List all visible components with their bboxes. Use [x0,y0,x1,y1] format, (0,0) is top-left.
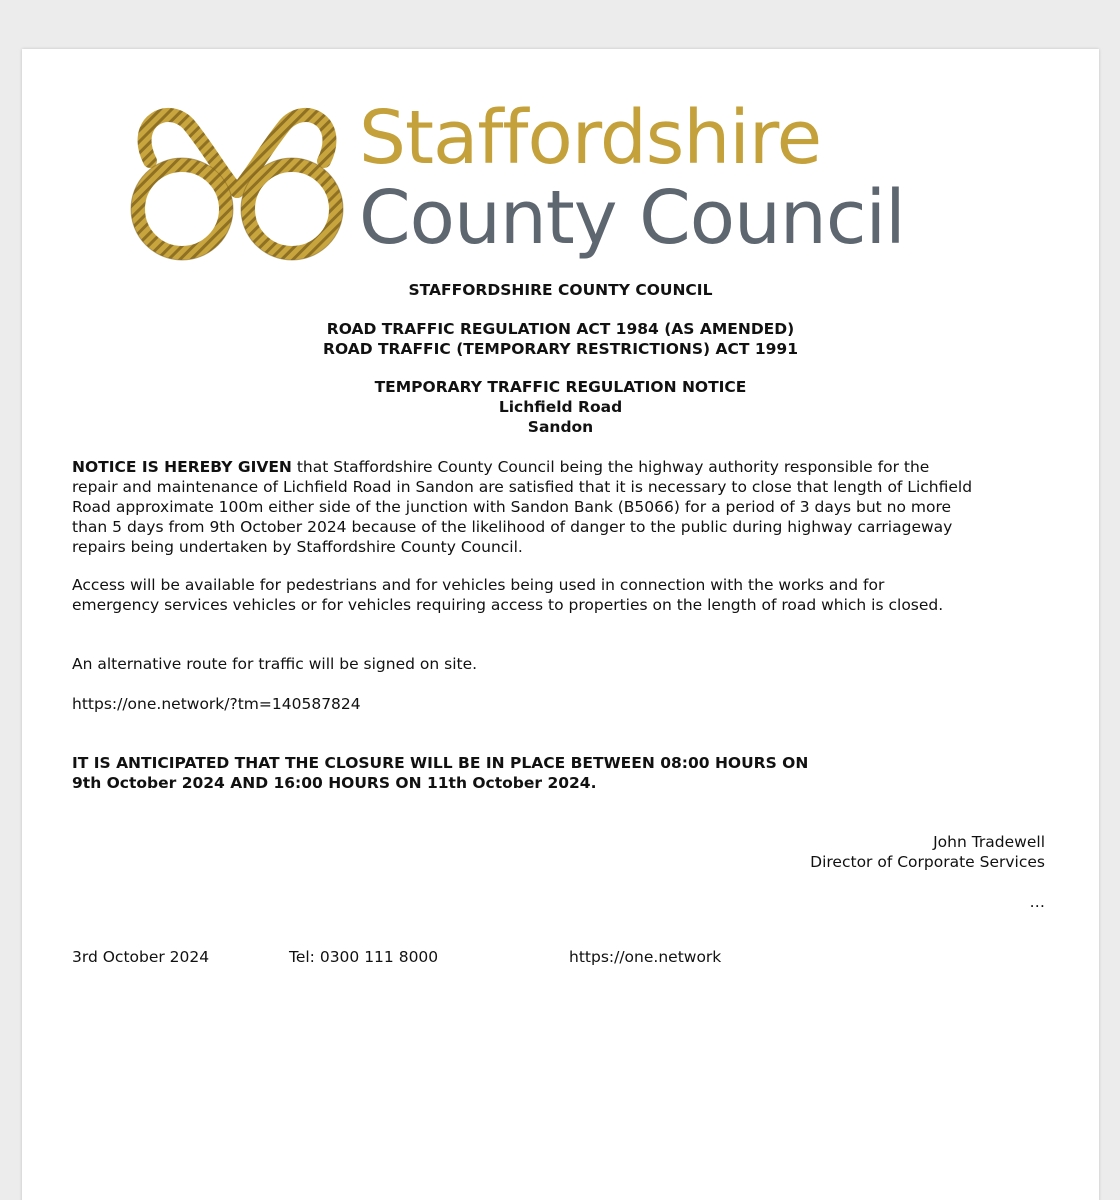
act-heading-1991: ROAD TRAFFIC (TEMPORARY RESTRICTIONS) ACT 1991 [323,340,798,358]
signature-ellipsis: … [1029,893,1045,911]
document-page [22,49,1099,1200]
road-name: Lichfield Road [498,398,623,416]
notice-line-1: that Staffordshire County Council being the highway authority responsible for the [291,458,930,476]
notice-line [72,457,1062,477]
access-line-2: emergency services vehicles or for vehicles requiring access to properties on the length of road which is closed. [72,596,944,614]
anticipated-line-2: 9th October 2024 AND 16:00 HOURS ON 11th October 2024. [72,774,597,792]
place-name: Sandon [527,418,594,436]
notice-lead: NOTICE IS HEREBY GIVEN [72,458,292,476]
notice-line-2: repair and maintenance of Lichfield Road in Sandon are satisfied that it is necessary to close that length of Lichfield [72,478,973,496]
signatory-title: Director of Corporate Services [810,853,1045,871]
stafford-knot-icon [120,91,350,271]
signature-block [810,832,1045,872]
footer-website-link[interactable]: https://one.network [569,948,722,966]
council-heading: STAFFORDSHIRE COUNTY COUNCIL [408,281,713,299]
access-line-1: Access will be available for pedestrians and for vehicles being used in connection with the works and for [72,576,885,594]
council-logo [120,91,905,271]
notice-title: TEMPORARY TRAFFIC REGULATION NOTICE [374,378,747,396]
logo-wordmark-county-council: County Council [359,175,905,261]
anticipated-line-1: IT IS ANTICIPATED THAT THE CLOSURE WILL BE IN PLACE BETWEEN 08:00 HOURS ON [72,754,809,772]
logo-wordmark-staffordshire: Staffordshire [359,95,822,181]
notice-line-5: repairs being undertaken by Staffordshire County Council. [72,538,523,556]
notice-paragraph [72,457,1062,557]
notice-line-3: Road approximate 100m either side of the junction with Sandon Bank (B5066) for a period of 3 days but no more [72,498,952,516]
signatory-name: John Tradewell [933,833,1045,851]
act-heading-1984: ROAD TRAFFIC REGULATION ACT 1984 (AS AMENDED) [326,320,795,338]
one-network-link[interactable]: https://one.network/?tm=140587824 [72,695,361,713]
alternative-route-text: An alternative route for traffic will be signed on site. [72,655,478,673]
access-paragraph [72,575,1062,615]
footer-date: 3rd October 2024 [72,948,210,966]
footer-telephone: Tel: 0300 111 8000 [289,948,439,966]
anticipated-closure-text [72,753,1062,793]
notice-line-4: than 5 days from 9th October 2024 because of the likelihood of danger to the public during highway carriageway [72,518,953,536]
